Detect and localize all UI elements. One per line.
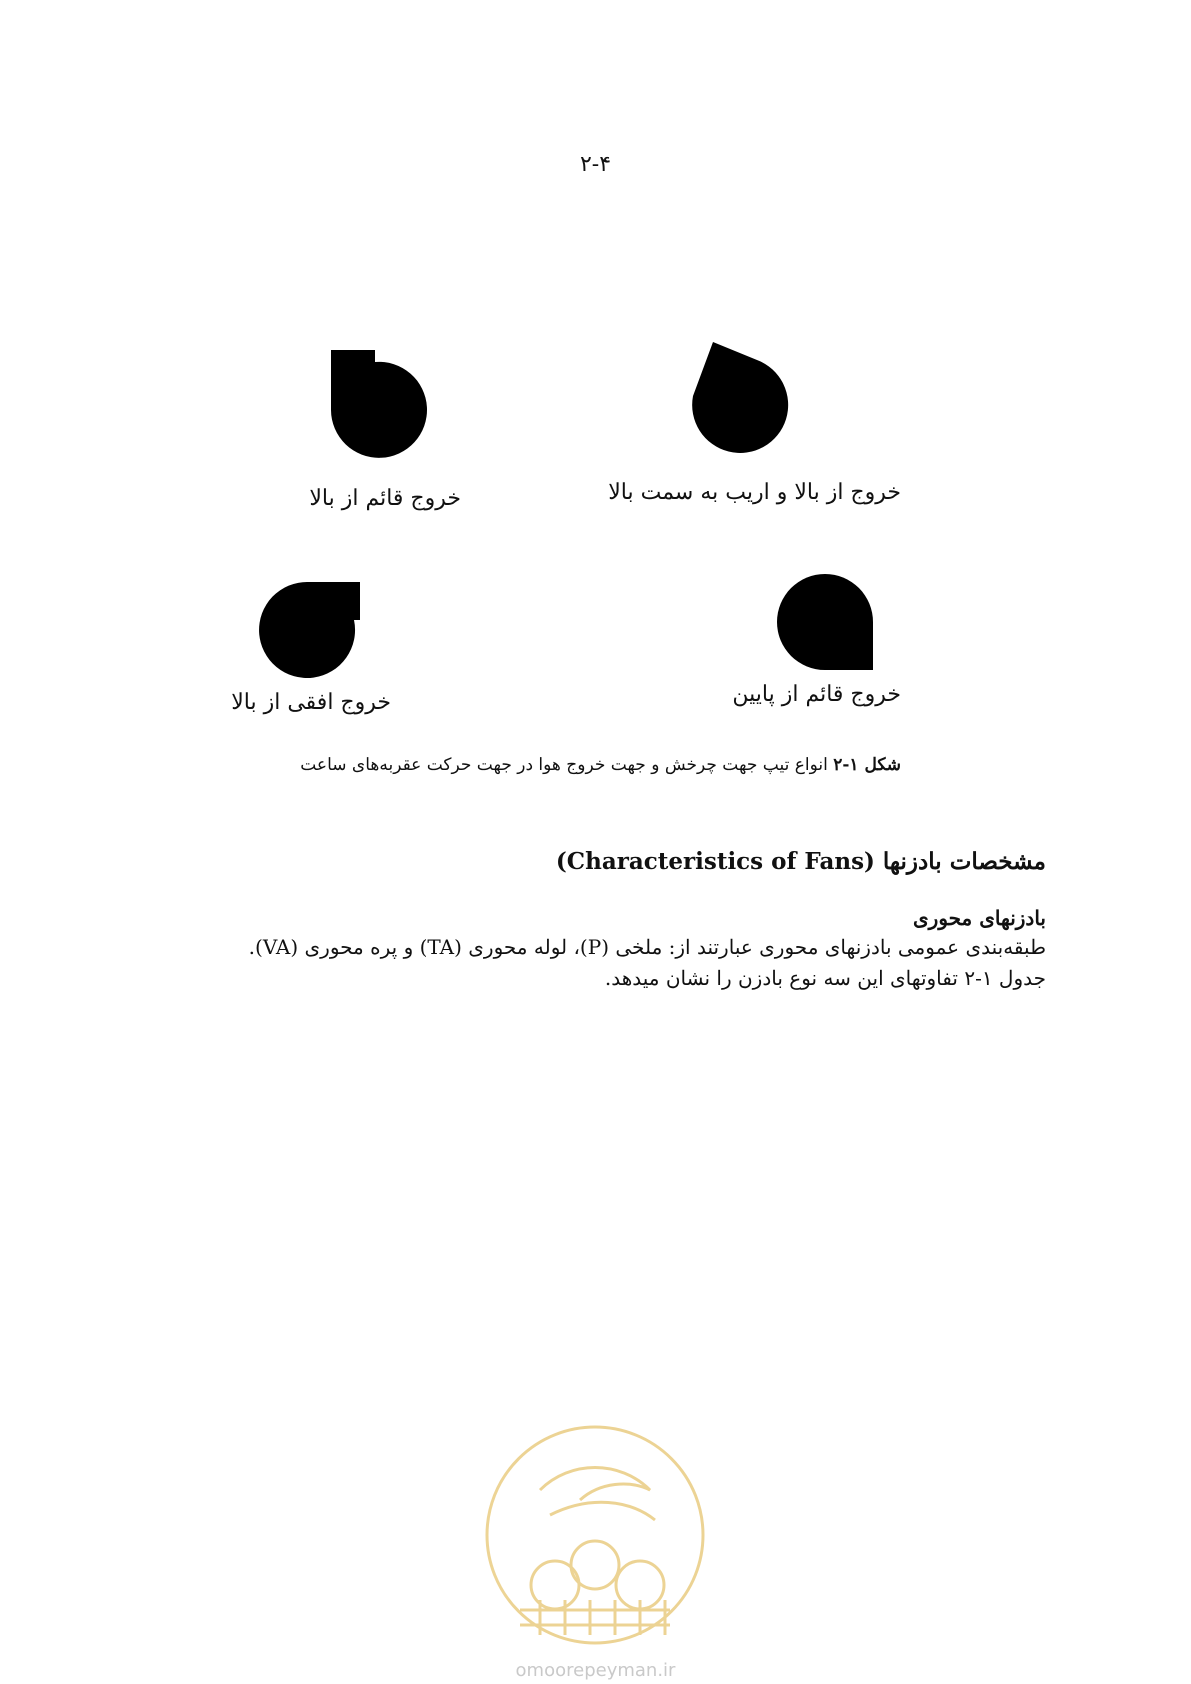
fan-label-bottom-right: خروج قائم از پایین — [732, 682, 901, 707]
fan-label-bottom-left: خروج افقی از بالا — [231, 690, 391, 715]
fan-angled-top-icon — [685, 340, 795, 460]
page-number: ۲-۴ — [579, 152, 612, 177]
body-line-2: جدول ۱-۲ تفاوتهای این سه نوع بادزن را نشان میدهد. — [604, 966, 1046, 990]
fan-vertical-bottom-icon — [775, 570, 885, 680]
figure-caption-text: انواع تیپ جهت چرخش و جهت خروج هوا در جهت حرکت عقربه‌های ساعت — [300, 755, 828, 775]
figure-caption-prefix: شکل ۱-۲ — [833, 755, 901, 775]
fan-horizontal-top-icon — [258, 580, 368, 685]
figure-caption — [300, 755, 901, 775]
body-line-1: طبقه‌بندی عمومی بادزنهای محوری عبارتند از: ملخی (P)، لوله محوری (TA) و پره محوری (VA). — [248, 935, 1046, 959]
watermark-seal-icon — [480, 1420, 710, 1650]
fan-label-top-left: خروج قائم از بالا — [309, 486, 461, 511]
sub-heading: بادزنهای محوری — [913, 906, 1046, 930]
watermark-url: omoorepeyman.ir — [515, 1660, 676, 1681]
fan-label-top-right: خروج از بالا و اریب به سمت بالا — [608, 480, 901, 505]
fan-vertical-top-icon — [325, 348, 435, 458]
section-heading: مشخصات بادزنها (Characteristics of Fans) — [555, 848, 1046, 875]
